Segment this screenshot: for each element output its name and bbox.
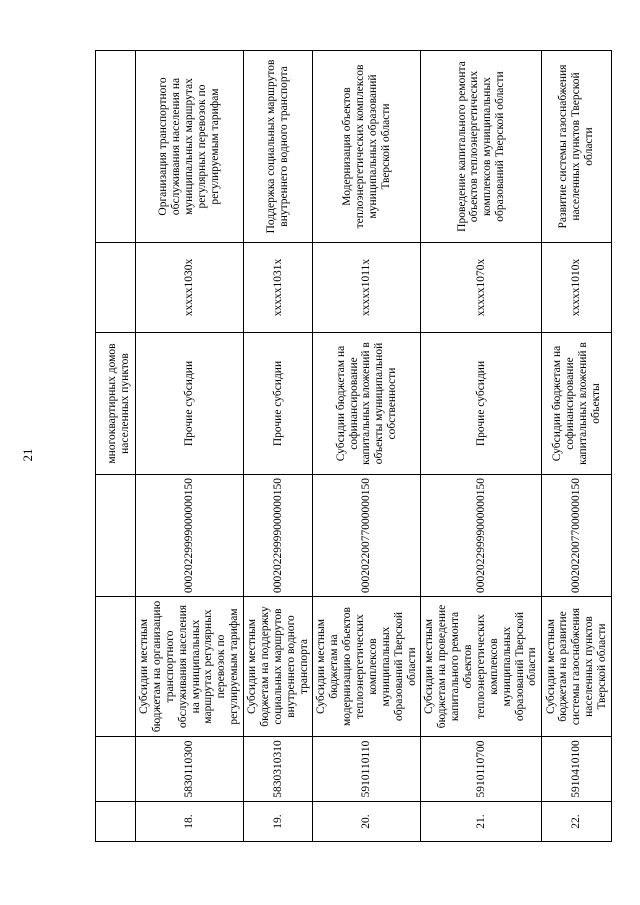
subsidy-type: Субсидии бюджетам на софинансирование капитальных вложений в объекты муниципальной собственности <box>313 333 421 475</box>
subsidy-name: Субсидии местным бюджетам на поддержку социальных маршрутов внутреннего водного транспорта <box>244 597 313 737</box>
continuation-type-cell: многоквартирных домов населенных пунктов <box>96 333 136 475</box>
target-article-code: 5910110700 <box>421 737 542 802</box>
item-code: xxxxx1011x <box>313 243 421 333</box>
row-number: 19. <box>244 802 313 842</box>
subsidy-type: Субсидии бюджетам на софинансирование капитальных вложений в объекты <box>542 333 612 475</box>
item-code: xxxxx1070x <box>421 243 542 333</box>
subsidy-name: Субсидии местным бюджетам на проведение капитального ремонта объектов теплоэнергетических комплексов муниципальных образований Тверской области <box>421 597 542 737</box>
budget-classification-code: 00020229999000000150 <box>136 475 244 597</box>
table-row <box>313 51 421 842</box>
row-number: 20. <box>313 802 421 842</box>
row-number: 22. <box>542 802 612 842</box>
subsidy-type: Прочие субсидии <box>136 333 244 475</box>
subsidy-purpose: Поддержка социальных маршрутов внутреннего водного транспорта <box>244 51 313 243</box>
subsidy-name: Субсидии местным бюджетам на организацию транспортного обслуживания населения на муниципальных маршрутах регулярных перевозок по регулируемым тарифам <box>136 597 244 737</box>
target-article-code: 5910410100 <box>542 737 612 802</box>
row-number: 21. <box>421 802 542 842</box>
target-article-code: 5910110110 <box>313 737 421 802</box>
subsidy-type: Прочие субсидии <box>244 333 313 475</box>
table-row <box>421 51 542 842</box>
table-row <box>244 51 313 842</box>
subsidies-table <box>95 50 612 842</box>
item-code: xxxxx1030x <box>136 243 244 333</box>
item-code: xxxxx1010x <box>542 243 612 333</box>
page-number: 21 <box>20 448 35 462</box>
target-article-code: 5830310310 <box>244 737 313 802</box>
budget-classification-code: 00020220077000000150 <box>313 475 421 597</box>
subsidy-name: Субсидии местным бюджетам на развитие системы газоснабжения населенных пунктов Тверской области <box>542 597 612 737</box>
item-code: xxxxx1031x <box>244 243 313 333</box>
table-row <box>136 51 244 842</box>
subsidy-purpose: Проведение капитального ремонта объектов теплоэнергетических комплексов муниципальных образований Тверской области <box>421 51 542 243</box>
continuation-row <box>96 51 136 842</box>
subsidy-purpose: Организация транспортного обслуживания населения на муниципальных маршрутах регулярных перевозок по регулируемым тарифам <box>136 51 244 243</box>
subsidy-type: Прочие субсидии <box>421 333 542 475</box>
subsidy-purpose: Модернизация объектов теплоэнергетических комплексов муниципальных образований Тверской области <box>313 51 421 243</box>
budget-classification-code: 00020229999000000150 <box>244 475 313 597</box>
budget-classification-code: 00020220077000000150 <box>542 475 612 597</box>
row-number: 18. <box>136 802 244 842</box>
subsidy-name: Субсидии местным бюджетам на модернизацию объектов теплоэнергетических комплексов муниципальных образований Тверской области <box>313 597 421 737</box>
target-article-code: 5830110300 <box>136 737 244 802</box>
table-row <box>542 51 612 842</box>
budget-classification-code: 00020229999000000150 <box>421 475 542 597</box>
subsidy-purpose: Развитие системы газоснабжения населенных пунктов Тверской области <box>542 51 612 243</box>
